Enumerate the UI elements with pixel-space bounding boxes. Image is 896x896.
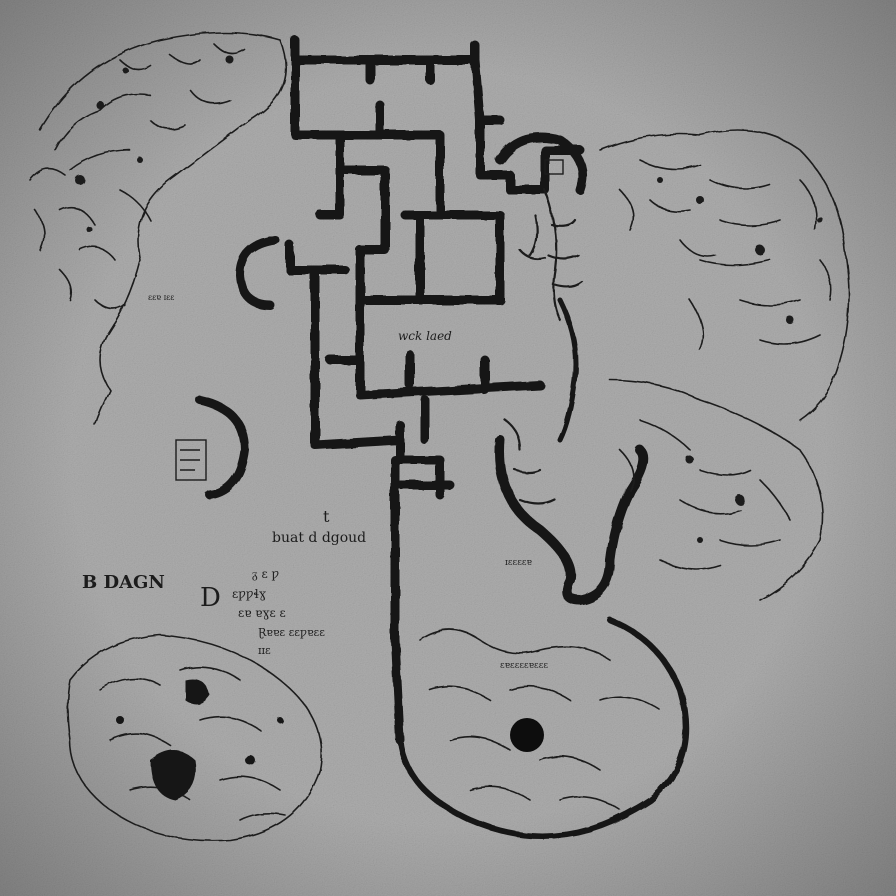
legend-row-2: ɛƿƿɬɣ: [232, 587, 267, 601]
black-pit: [510, 718, 544, 752]
legend-row-5: ɪɪɛ: [258, 644, 271, 657]
legend-title: B DAGN: [82, 572, 165, 593]
legend-row-3: ɛɐ ɐɣɛ ɛ: [238, 606, 286, 620]
legend-letter: D: [200, 583, 221, 613]
corridor-note: wck laed: [398, 329, 452, 343]
small-note-lower: ɛɐɛɛɛɛɐɛɛɛ: [500, 661, 549, 671]
legend-row-4: Ɽɐɐɛ ɛɛƿɐɛɛ: [258, 626, 325, 639]
center-mark: t: [323, 507, 330, 526]
small-note-right: ɪɛɛɛɛɐ: [505, 558, 532, 568]
small-note-left: ɛɛɐ ɪɛɛ: [148, 293, 175, 302]
center-note: buat d dgoud: [272, 530, 367, 546]
legend-row-1: ᵹ ɛ ƿ: [252, 567, 280, 581]
